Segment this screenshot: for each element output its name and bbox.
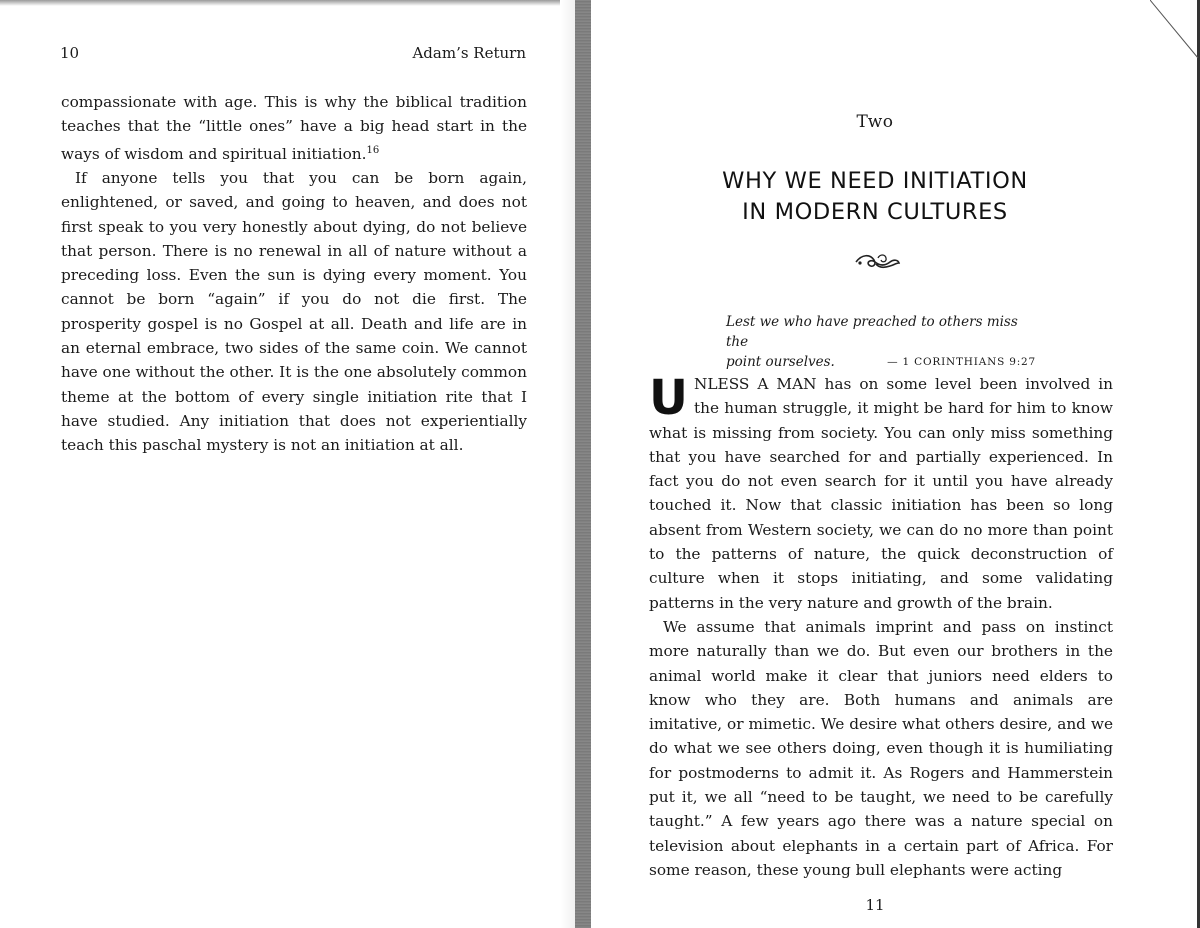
- epigraph-citation: — 1 CORINTHIANS 9:27: [887, 356, 1036, 368]
- chapter-title-line-1: WHY WE NEED INITIATION: [722, 168, 1028, 194]
- epigraph-line-2: point ourselves.: [726, 354, 835, 370]
- footnote-reference: 16: [366, 144, 380, 156]
- left-page-number: 10: [60, 44, 80, 62]
- right-paragraph-1-text: has on some level been involved in the human struggle, it might be hard for him to know what is missing from society. You can only miss something that you have searched for and partially experienced. In fact you do not even search for it until you have already touched it. Now that classic initiation has been so long absent from Western society, we can do no more than point to the patterns of nature, the quick deconstruction of culture when it stops initiating, and some validating patterns in the very nature and growth of the brain.: [649, 375, 1114, 612]
- left-running-head: [60, 44, 526, 62]
- left-paragraph-2: If anyone tells you that you can be born again, enlightened, or saved, and going to heaven, and does not first speak to you very honestly about dying, do not believe that person. There is no renewal in all of nature without a preceding loss. Even the sun is dying every moment. You cannot be born “again” if you do not die first. The prosperity gospel is no Gospel at all. Death and life are in an eternal embrace, two sides of the same coin. We cannot have one without the other. It is the one absolutely common theme at the bottom of every single initiation rite that I have studied. Any initiation that does not experientially teach this paschal mystery is not an initiation at all.: [61, 168, 527, 455]
- drop-cap: U: [649, 370, 688, 426]
- epigraph-line-1: Lest we who have preached to others miss the: [726, 314, 1018, 350]
- left-page: [0, 0, 580, 928]
- right-page: [590, 0, 1200, 928]
- fleuron-icon: [852, 250, 902, 274]
- right-paragraph-1: [649, 372, 1113, 615]
- left-body-text: [61, 90, 527, 458]
- chapter-number: Two: [856, 112, 894, 132]
- chapter-title-line-2: IN MODERN CULTURES: [742, 199, 1008, 225]
- right-body-text: [649, 372, 1113, 882]
- opening-small-caps: NLESS A MAN: [693, 375, 817, 393]
- left-paragraph-1: [61, 90, 527, 166]
- left-paragraph-1-text: compassionate with age. This is why the biblical tradition teaches that the “little ones” have a big head start in the ways of wisdom and spiritual initiation.: [61, 93, 527, 163]
- right-page-number: 11: [865, 896, 885, 914]
- epigraph: [726, 312, 1036, 372]
- right-paragraph-2: We assume that animals imprint and pass on instinct more naturally than we do. But even our brothers in the animal world make it clear that juniors need elders to know who they are. Both humans and animals are imitative, or mimetic. We desire what others desire, and we do what we see others doing, even though it is humiliating for postmoderns to admit it. As Rogers and Hammerstein put it, we all “need to be taught, we need to be carefully taught.” A few years ago there was a nature special on television about elephants in a certain part of Africa. For some reason, these young bull elephants were acting: [649, 617, 1113, 879]
- running-head-title: Adam’s Return: [412, 44, 526, 62]
- chapter-title: [590, 166, 1160, 228]
